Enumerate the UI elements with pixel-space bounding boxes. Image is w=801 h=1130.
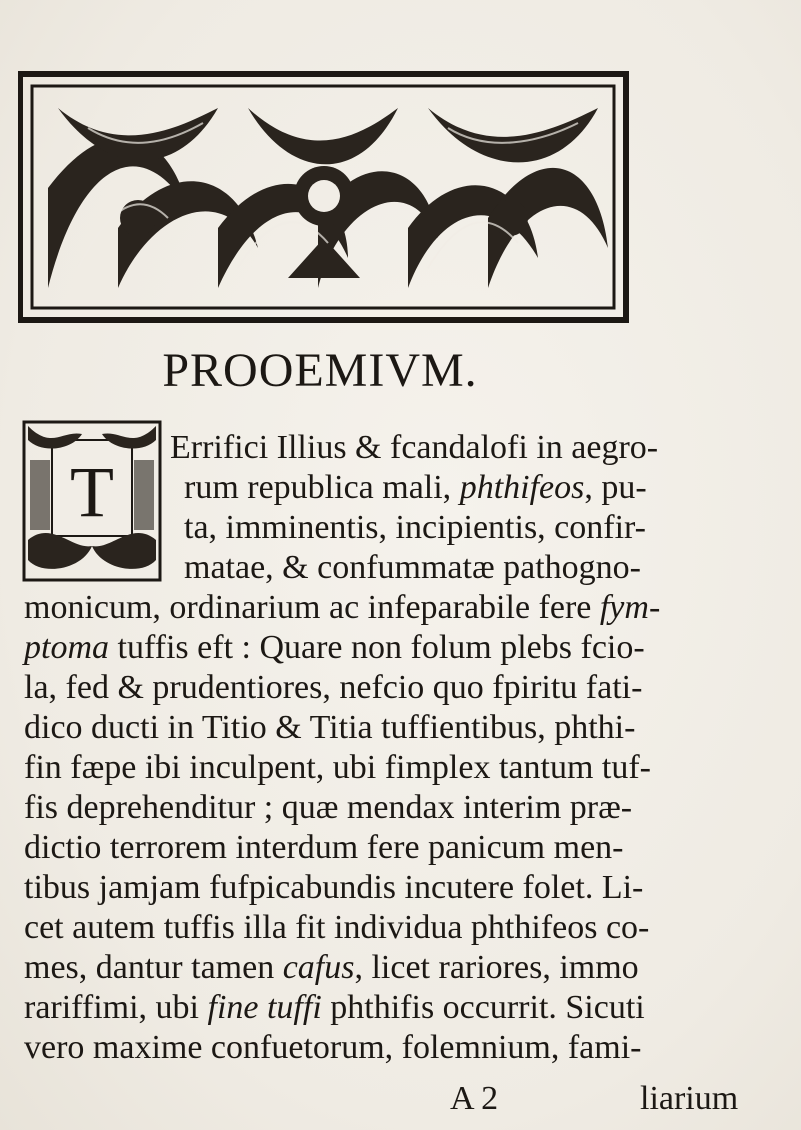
text-line-12: tibus jamjam fufpicabundis incutere folet. Li-: [24, 869, 644, 906]
text-line-11: dictio terrorem interdum fere panicum men-: [24, 829, 624, 866]
text-line-3: ta, imminentis, incipientis, confir-: [184, 509, 647, 546]
text-line-14: mes, dantur tamen cafus, licet rariores, immo: [24, 949, 639, 986]
text-line-2: rum republica mali, phthifeos, pu-: [184, 469, 647, 506]
text-line-5: monicum, ordinarium ac infeparabile fere fym-: [24, 589, 661, 626]
text-line-9: fin fæpe ibi inculpent, ubi fimplex tantum tuf-: [24, 749, 651, 786]
text-line-7: la, fed & prudentiores, nefcio quo fpiritu fati-: [24, 669, 643, 706]
text-line-4: matae, & confummatæ pathogno-: [184, 549, 641, 586]
chapter-title: PROOEMIVM.: [162, 344, 478, 397]
text-line-13: cet autem tuffis illa fit individua phthifeos co-: [24, 909, 650, 946]
text-line-15: rariffimi, ubi fine tuffi phthifis occurrit. Sicuti: [24, 989, 645, 1026]
drop-cap-letter: T: [70, 452, 114, 532]
text-line-8: dico ducti in Titio & Titia tuffientibus, phthi-: [24, 709, 636, 746]
text-line-10: fis deprehenditur ; quæ mendax interim præ-: [24, 789, 633, 826]
signature-mark: A 2: [450, 1080, 499, 1117]
catchword: liarium: [640, 1080, 739, 1117]
text-line-16: vero maxime confuetorum, folemnium, fami-: [24, 1029, 642, 1066]
decorated-initial: [22, 420, 162, 582]
text-line-1: Errifici Illius & fcandalofi in aegro-: [170, 429, 659, 466]
ornamental-headpiece: [18, 68, 630, 326]
text-line-6: ptoma tuffis eft : Quare non folum plebs fcio-: [24, 629, 645, 666]
